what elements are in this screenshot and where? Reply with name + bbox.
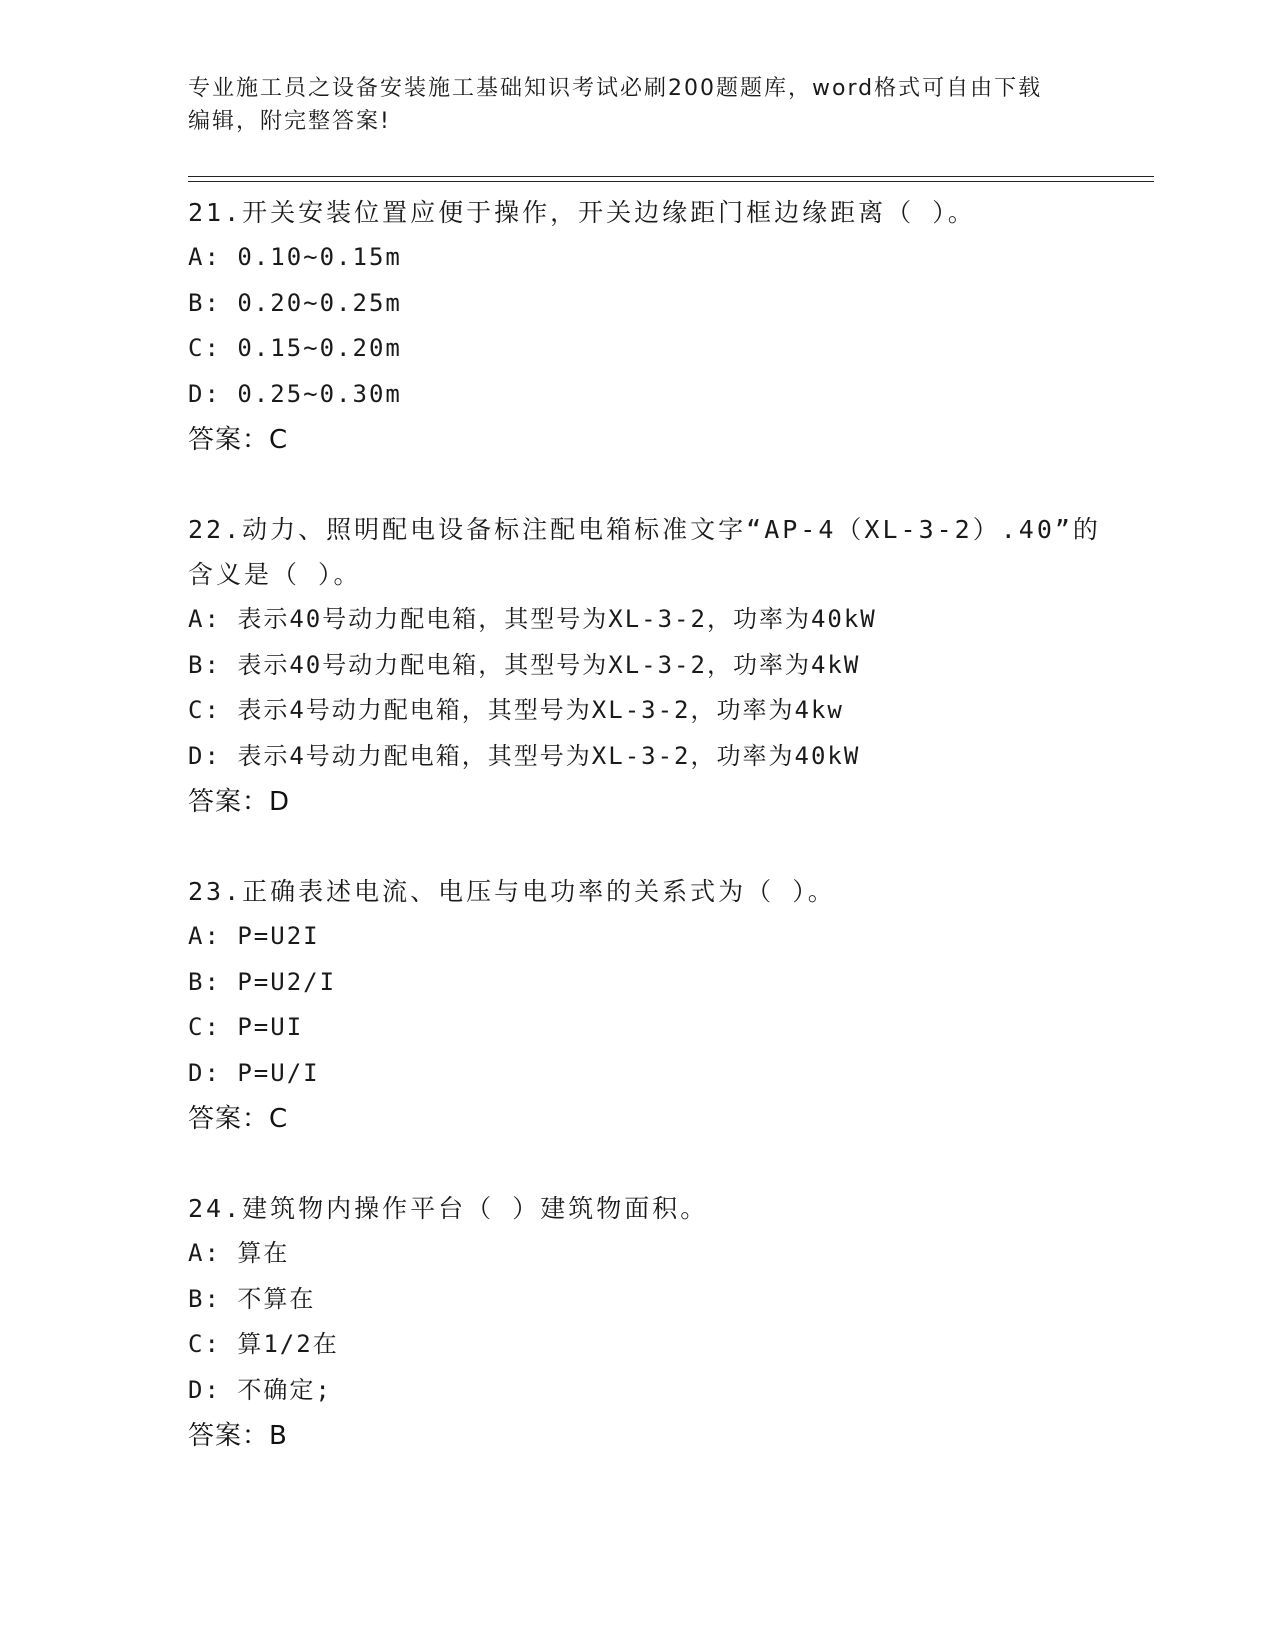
option-c: C: 算1/2在 — [188, 1330, 339, 1358]
document-title-line-2: 编辑，附完整答案! — [188, 109, 391, 134]
question-stem: 21.开关安装位置应便于操作，开关边缘距门框边缘距离（ ）。 — [188, 198, 976, 227]
option-a: A: 算在 — [188, 1239, 290, 1267]
answer-label: 答案： — [188, 787, 270, 817]
option-c: C: 0.15~0.20m — [188, 334, 402, 362]
question-21 — [188, 190, 1118, 463]
question-stem: 24.建筑物内操作平台（ ）建筑物面积。 — [188, 1194, 709, 1223]
question-spacer — [188, 463, 1118, 507]
question-24 — [188, 1186, 1118, 1459]
option-c: C: P=UI — [188, 1013, 304, 1041]
option-d: D: 不确定; — [188, 1375, 332, 1404]
answer-value: D — [269, 787, 291, 817]
question-stem: 23.正确表述电流、电压与电功率的关系式为（ ）。 — [188, 877, 836, 906]
answer-label: 答案： — [188, 1104, 270, 1134]
option-d: D: 表示4号动力配电箱，其型号为XL-3-2，功率为40kW — [188, 741, 861, 770]
question-spacer — [188, 1142, 1118, 1186]
option-c: C: 表示4号动力配电箱，其型号为XL-3-2，功率为4kw — [188, 696, 844, 724]
header-divider-bottom — [188, 181, 1154, 182]
option-b: B: 0.20~0.25m — [188, 288, 402, 317]
option-a: A: P=U2I — [188, 922, 320, 950]
header-divider-top — [188, 176, 1154, 177]
option-b: B: P=U2/I — [188, 967, 337, 996]
option-d: D: 0.25~0.30m — [188, 379, 402, 408]
question-stem: 22.动力、照明配电设备标注配电箱标准文字“AP-4（XL-3-2）.40”的含义是（ ）。 — [188, 515, 1101, 589]
document-header — [188, 72, 1088, 138]
document-title-line-1: 专业施工员之设备安装施工基础知识考试必刷200题题库，word格式可自由下载 — [188, 76, 1043, 101]
answer-label: 答案： — [188, 1421, 270, 1451]
question-spacer — [188, 825, 1118, 869]
option-b: B: 表示40号动力配电箱，其型号为XL-3-2，功率为4kW — [188, 650, 861, 679]
answer-value: B — [269, 1421, 288, 1451]
option-a: A: 0.10~0.15m — [188, 243, 402, 271]
answer-label: 答案： — [188, 425, 270, 455]
answer-line — [188, 417, 1118, 463]
answer-line — [188, 779, 1118, 825]
answer-value: C — [269, 1104, 289, 1134]
answer-value: C — [269, 425, 289, 455]
answer-line — [188, 1096, 1118, 1142]
question-23 — [188, 869, 1118, 1142]
answer-line — [188, 1413, 1118, 1459]
option-a: A: 表示40号动力配电箱，其型号为XL-3-2，功率为40kW — [188, 605, 877, 633]
question-list — [188, 190, 1118, 1459]
option-b: B: 不算在 — [188, 1284, 316, 1313]
option-d: D: P=U/I — [188, 1058, 320, 1087]
question-22 — [188, 507, 1118, 825]
